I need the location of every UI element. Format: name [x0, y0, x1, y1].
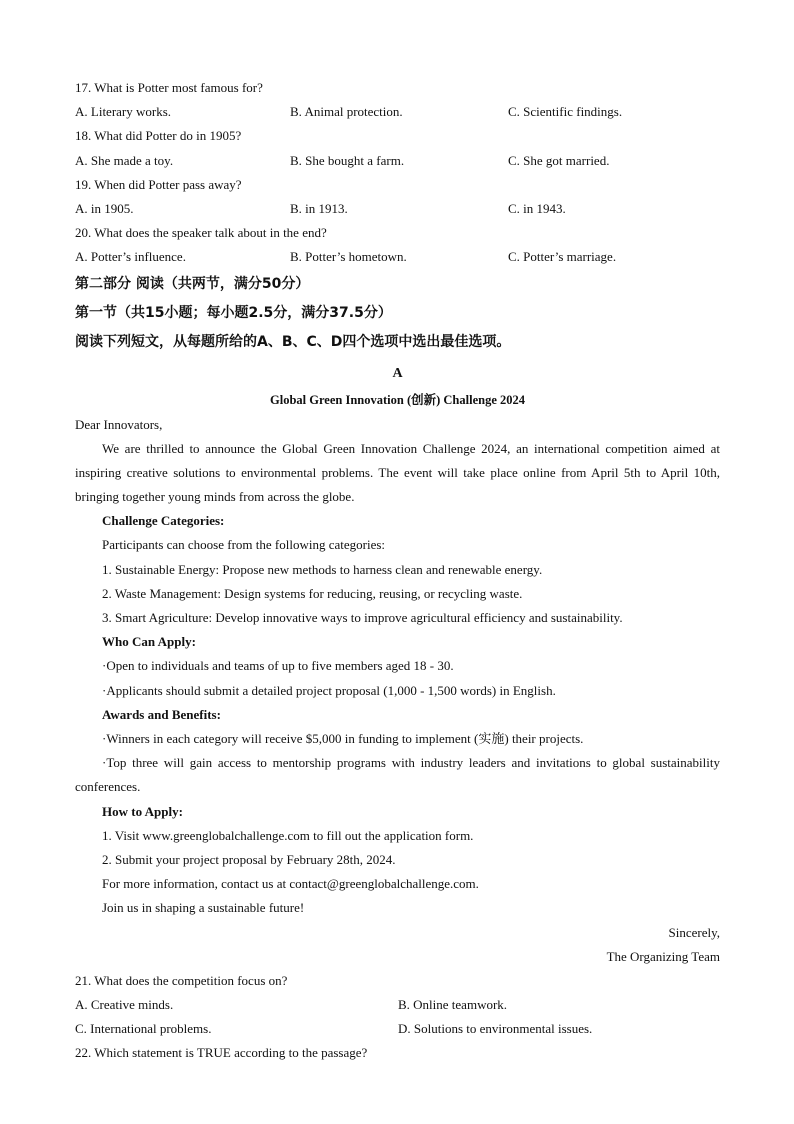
- option-row: [75, 993, 720, 1017]
- option-a: A. She made a toy.: [75, 152, 174, 168]
- option-a: A. Potter’s influence.: [75, 249, 186, 265]
- category-item: 1. Sustainable Energy: Propose new methods to harness clean and renewable energy.: [102, 561, 543, 577]
- apply-item: ·Open to individuals and teams of up to five members aged 18 - 30.: [102, 658, 454, 674]
- intro-paragraph: We are thrilled to announce the Global Green Innovation Challenge 2024, an international competition aimed at inspiring creative solutions to environmental problems. The event will take place online from April 5th to April 10th, bringing together young minds from across the globe.: [75, 440, 720, 505]
- how-heading: How to Apply:: [102, 803, 183, 819]
- question-text: 18. What did Potter do in 1905?: [75, 128, 242, 144]
- option-b: B. She bought a farm.: [290, 152, 405, 168]
- sign-off: Sincerely,: [668, 924, 720, 940]
- option-c: C. in 1943.: [508, 200, 566, 216]
- category-item: 2. Waste Management: Design systems for reducing, reusing, or recycling waste.: [102, 585, 523, 601]
- passage-letter: A: [392, 365, 403, 381]
- option-row: [75, 149, 720, 173]
- option-c: C. International problems.: [75, 1021, 212, 1037]
- reading-question-22: [75, 1041, 720, 1065]
- option-b: B. Online teamwork.: [398, 997, 508, 1013]
- categories-intro: Participants can choose from the following categories:: [102, 537, 386, 553]
- option-b: B. in 1913.: [290, 200, 348, 216]
- option-c: C. Potter’s marriage.: [508, 249, 617, 265]
- apply-item: ·Applicants should submit a detailed project proposal (1,000 - 1,500 words) in English.: [102, 682, 556, 698]
- apply-heading: Who Can Apply:: [102, 634, 196, 650]
- question-text: 20. What does the speaker talk about in the end?: [75, 225, 327, 241]
- award-item: ·Winners in each category will receive $5,000 in funding to implement (实施) their projects.: [102, 730, 584, 746]
- option-c: C. She got married.: [508, 152, 610, 168]
- listening-question-18: [75, 124, 720, 172]
- option-row: [75, 100, 720, 124]
- signature: The Organizing Team: [606, 948, 720, 964]
- option-a: A. in 1905.: [75, 200, 134, 216]
- category-item: 3. Smart Agriculture: Develop innovative ways to improve agricultural efficiency and sustainability.: [102, 610, 623, 626]
- how-item: 2. Submit your project proposal by February 28th, 2024.: [102, 851, 396, 867]
- listening-question-17: [75, 76, 720, 124]
- question-text: 17. What is Potter most famous for?: [75, 80, 263, 95]
- award-item: ·Top three will gain access to mentorship programs with industry leaders and invitations to global sustainability conferences.: [75, 755, 720, 795]
- closing-line: Join us in shaping a sustainable future!: [102, 900, 305, 916]
- option-a: A. Literary works.: [75, 104, 172, 120]
- letter-greeting: Dear Innovators,: [75, 416, 163, 432]
- option-d: D. Solutions to environmental issues.: [398, 1021, 593, 1037]
- awards-heading: Awards and Benefits:: [102, 706, 221, 722]
- option-row: [75, 1017, 720, 1041]
- option-b: B. Animal protection.: [290, 104, 403, 120]
- section-instruction: 阅读下列短文，从每题所给的A、B、C、D四个选项中选出最佳选项。: [75, 333, 511, 350]
- listening-question-20: [75, 221, 720, 269]
- how-item: 1. Visit www.greenglobalchallenge.com to fill out the application form.: [102, 827, 474, 843]
- contact-line: For more information, contact us at contact@greenglobalchallenge.com.: [102, 876, 479, 892]
- option-c: C. Scientific findings.: [508, 104, 623, 120]
- reading-question-21: [75, 969, 720, 1042]
- listening-question-19: [75, 173, 720, 221]
- question-text: 19. When did Potter pass away?: [75, 176, 242, 192]
- option-b: B. Potter’s hometown.: [290, 249, 407, 265]
- question-text: 22. Which statement is TRUE according to the passage?: [75, 1045, 368, 1061]
- option-row: [75, 197, 720, 221]
- exam-page: [75, 76, 720, 1066]
- passage-title: Global Green Innovation (创新) Challenge 2024: [270, 392, 525, 407]
- option-row: [75, 245, 720, 269]
- option-a: A. Creative minds.: [75, 997, 174, 1013]
- categories-heading: Challenge Categories:: [102, 513, 225, 529]
- section-heading-part2: 第二部分 阅读（共两节，满分50分）: [75, 275, 310, 292]
- section-heading-part2-1: 第一节（共15小题；每小题2.5分，满分37.5分）: [75, 304, 392, 321]
- question-text: 21. What does the competition focus on?: [75, 972, 288, 988]
